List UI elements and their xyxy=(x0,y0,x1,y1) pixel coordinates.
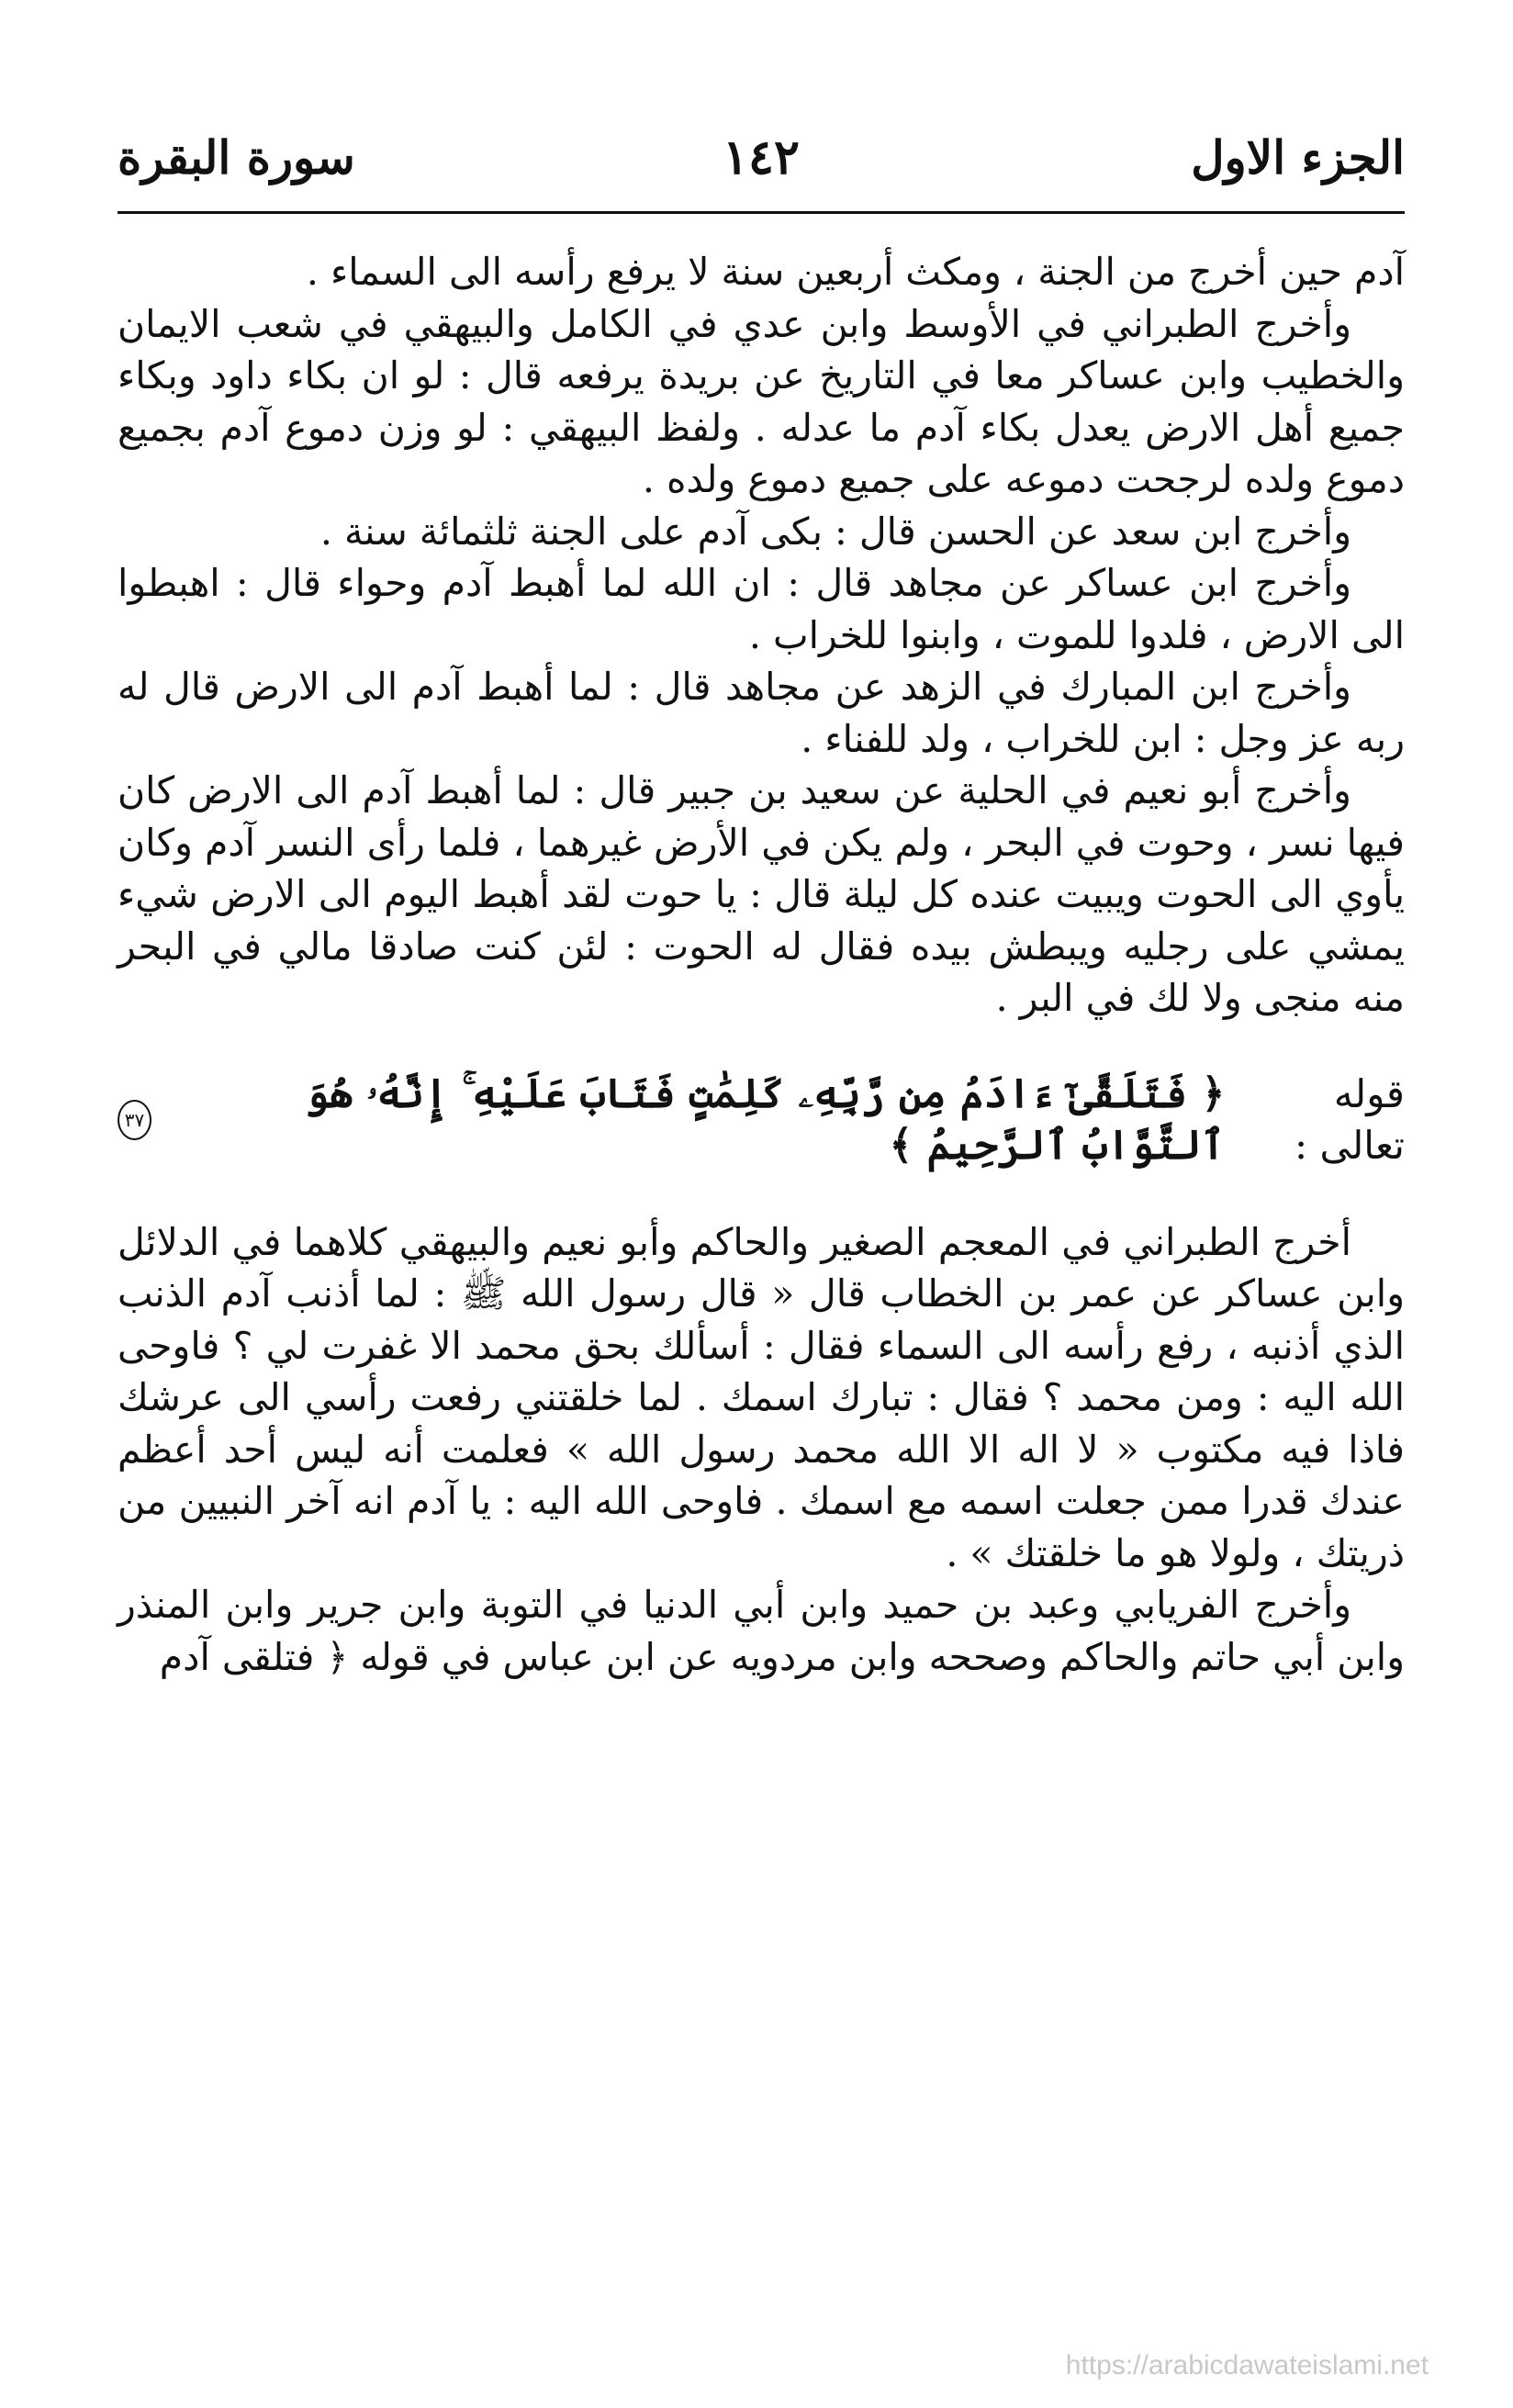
paragraph: وأخرج ابن سعد عن الحسن قال : بكى آدم على الجنة ثلثمائة سنة . xyxy=(319,509,1351,554)
surah-title: سورة البقرة xyxy=(118,130,355,185)
paragraph: وأخرج الفريابي وعبد بن حميد وابن أبي الدنيا في التوبة وابن جرير وابن المنذر وابن أبي حاتم والحاكم وصححه وابن مردويه عن ابن عباس في قوله ﴿ فتلقى آدم xyxy=(118,1583,1405,1679)
page-body xyxy=(118,246,1405,1683)
paragraph: وأخرج الطبراني في الأوسط وابن عدي في الكامل والبيهقي في شعب الايمان والخطيب وابن عساكر معا في التاريخ عن بريدة يرفعه قال : لو ان بكاء داود وبكاء جميع أهل الارض يعدل بكاء آدم ما عدله . ولفظ البيهقي : لو وزن دموع آدم بجميع دموع ولده لرجحت دموعه على جميع دموع ولده . xyxy=(118,301,1405,501)
paragraph: وأخرج أبو نعيم في الحلية عن سعيد بن جبير قال : لما أهبط آدم الى الارض كان فيها نسر ، وحوت في البحر ، ولم يكن في الأرض غيرهما ، فلما رأى النسر آدم وكان يأوي الى الحوت ويبيت عنده كل ليلة قال : يا حوت لقد أهبط اليوم الى الارض شيء يمشي على رجليه ويبطش بيده فقال له الحوت : لئن كنت صادقا مالي في البحر منه منجى ولا لك في البر . xyxy=(118,768,1405,1020)
part-title: الجزء الاول xyxy=(1191,130,1405,185)
quran-verse xyxy=(118,1069,1405,1172)
watermark-url: https://arabicdawateislami.net xyxy=(1065,2350,1429,2380)
paragraph: وأخرج ابن المبارك في الزهد عن مجاهد قال : لما أهبط آدم الى الارض قال له ربه عز وجل : ابن للخراب ، ولد للفناء . xyxy=(118,665,1405,761)
paragraph: وأخرج ابن عساكر عن مجاهد قال : ان الله لما أهبط آدم وحواء قال : اهبطوا الى الارض ، فلدوا للموت ، وابنوا للخراب . xyxy=(118,561,1405,657)
verse-text: ﴿ فَتَلَقَّىٰٓ ءَادَمُ مِن رَّبِّهِۦ كَلِمَٰتٍ فَتَابَ عَلَيْهِ ۚ إِنَّهُۥ هُوَ ٱلتَّوَّابُ ٱلرَّحِيمُ ﴾ xyxy=(305,1070,1226,1169)
page-number: ١٤٢ xyxy=(723,129,800,185)
page-header xyxy=(118,119,1405,202)
paragraph: آدم حين أخرج من الجنة ، ومكث أربعين سنة لا يرفع رأسه الى السماء . xyxy=(306,250,1405,294)
paragraph: أخرج الطبراني في المعجم الصغير والحاكم وأبو نعيم والبيهقي كلاهما في الدلائل وابن عساكر عن عمر بن الخطاب قال « قال رسول الله ﷺ : لما أذنب آدم الذنب الذي أذنبه ، رفع رأسه الى السماء فقال : أسألك بحق محمد الا غفرت لي ؟ فاوحى الله اليه : ومن محمد ؟ فقال : تبارك اسمك . لما خلقتني رفعت رأسي الى عرشك فاذا فيه مكتوب « لا اله الا الله محمد رسول الله » فعلمت أنه ليس أحد أعظم عندك قدرا ممن جعلت اسمه مع اسمك . فاوحى الله اليه : يا آدم انه آخر النبيين من ذريتك ، ولولا هو ما خلقتك » . xyxy=(118,1219,1405,1575)
verse-intro: قوله تعالى : xyxy=(1294,1070,1405,1168)
header-divider xyxy=(118,211,1405,214)
ayah-number-icon: ٣٧ xyxy=(118,1100,151,1140)
